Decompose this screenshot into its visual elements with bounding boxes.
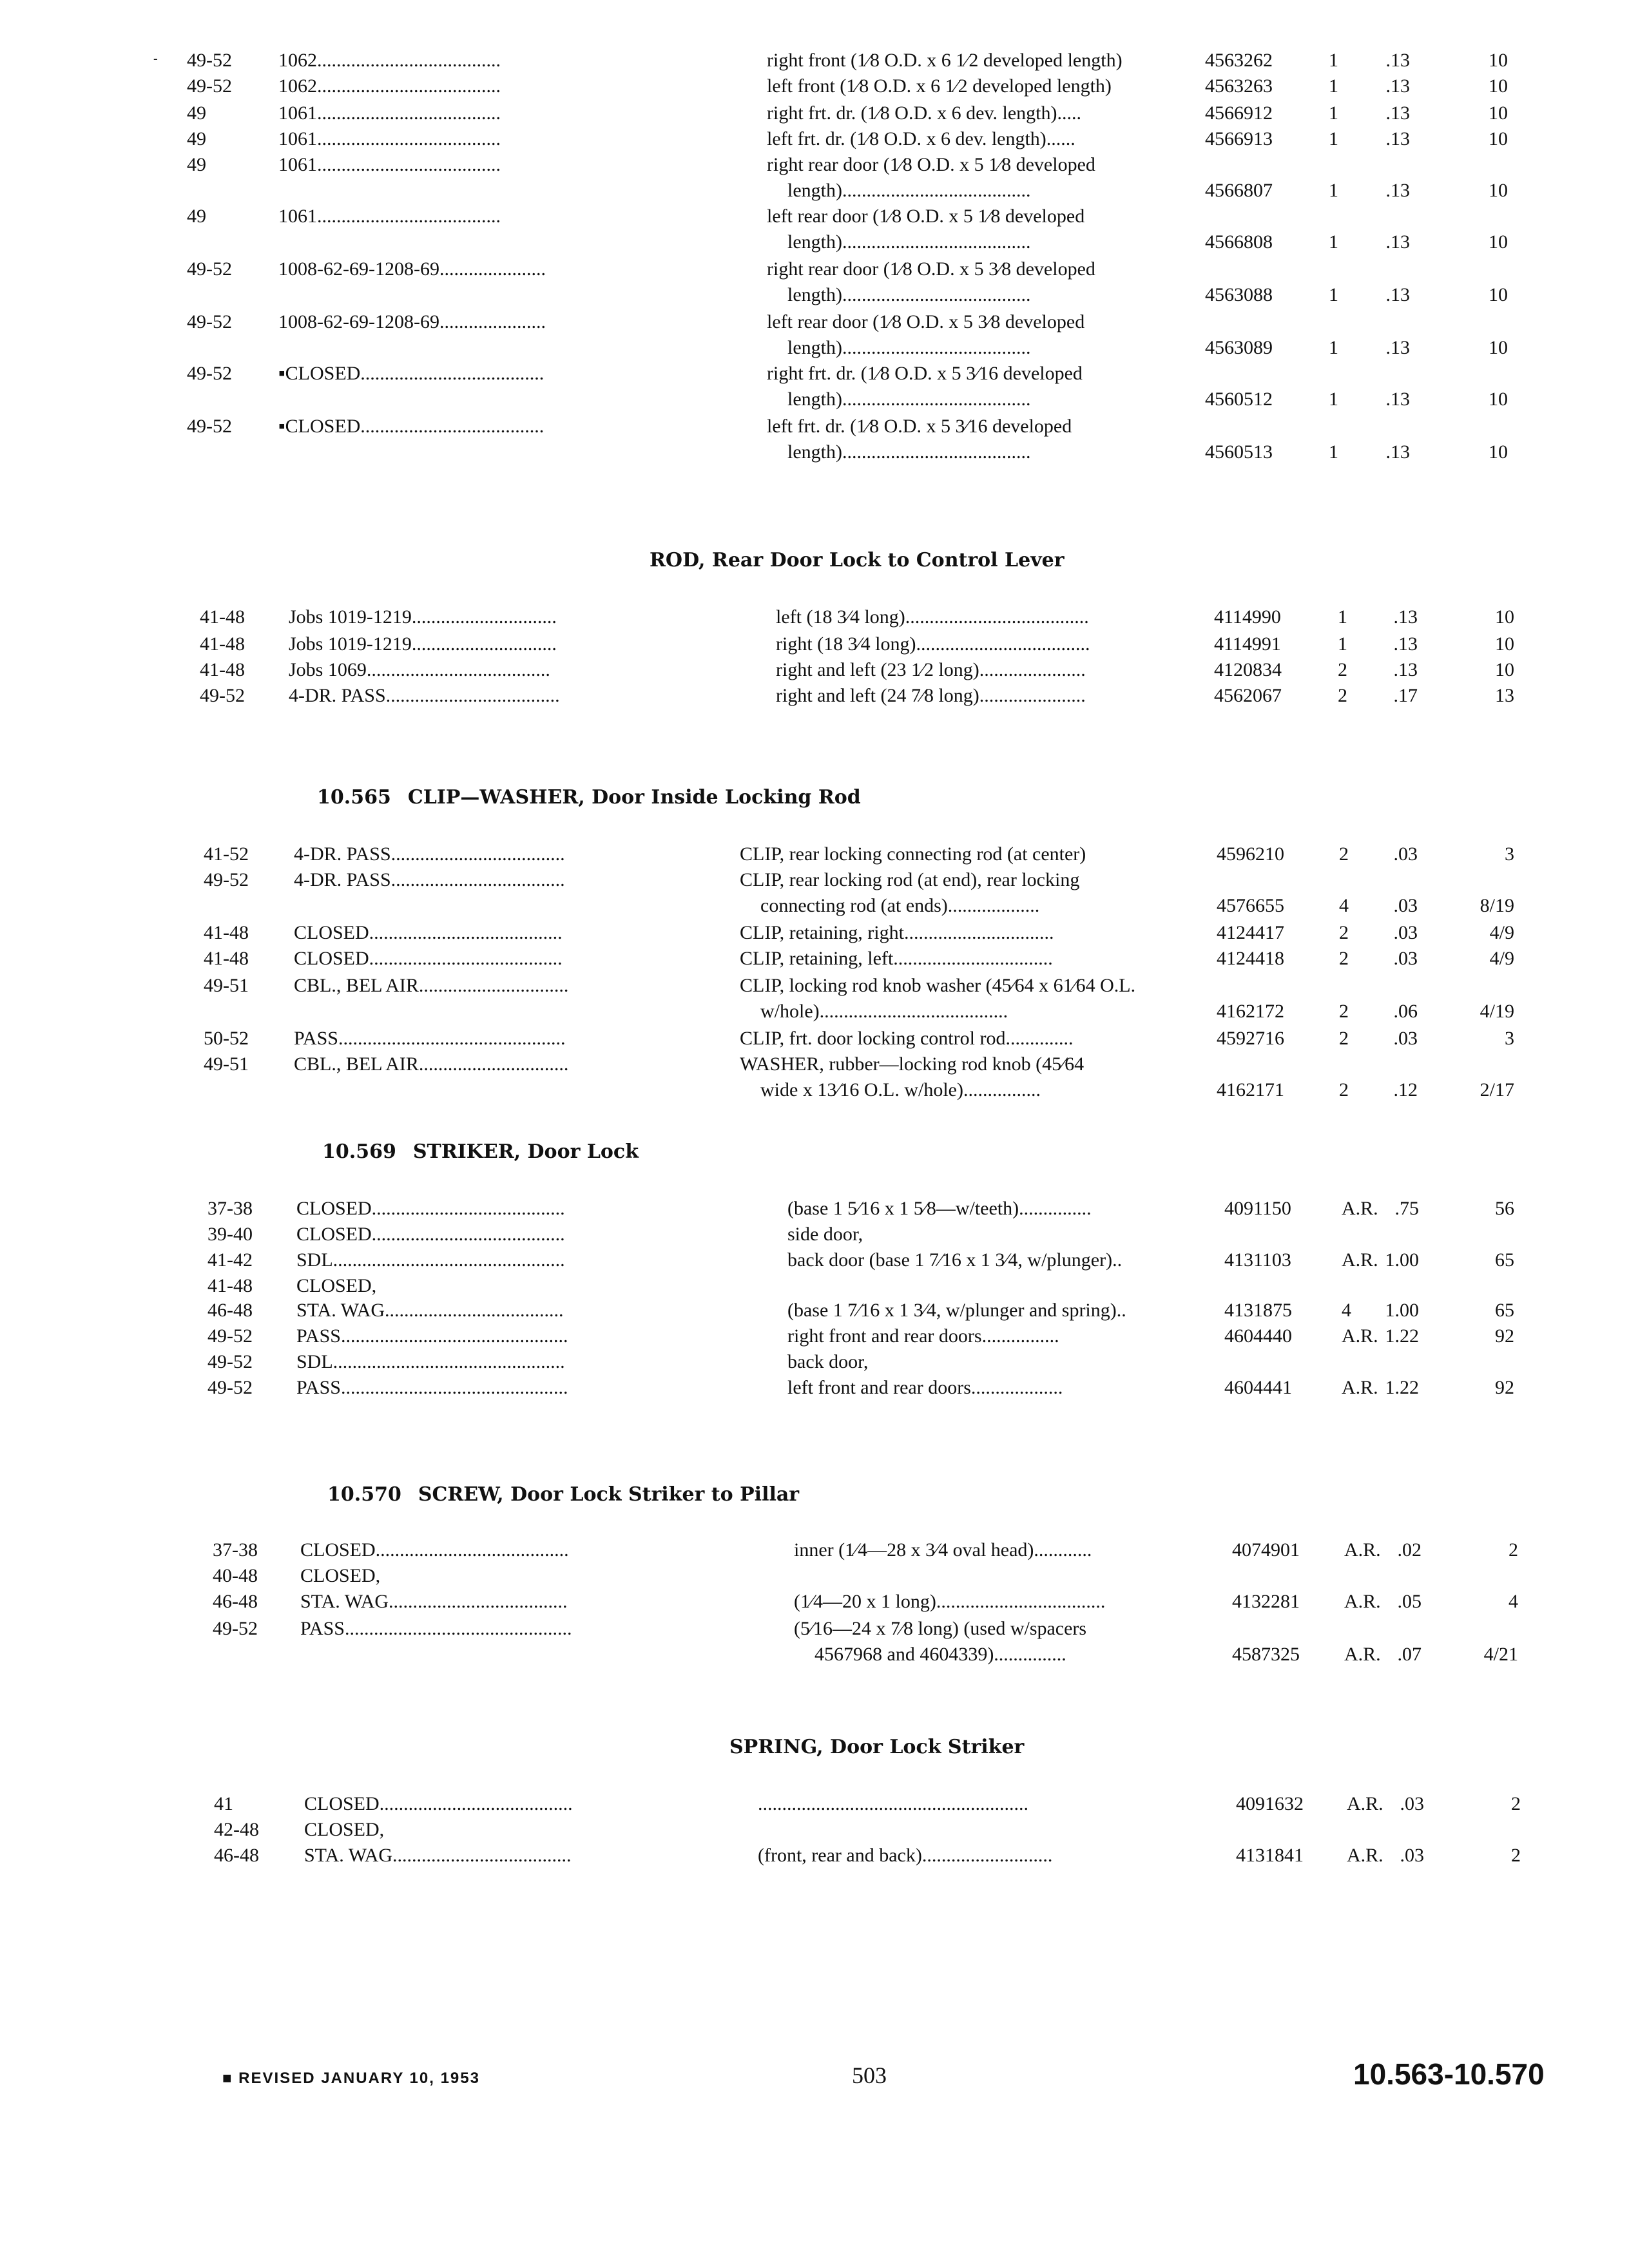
list-price: .75 bbox=[1394, 1198, 1419, 1219]
part-description: right frt. dr. (1⁄8 O.D. x 6 dev. length)..... bbox=[767, 102, 1081, 124]
body-model: CLOSED........................................ bbox=[304, 1793, 573, 1814]
quantity: 4 bbox=[1342, 1300, 1351, 1321]
quantity: A.R. bbox=[1344, 1644, 1381, 1665]
section-heading bbox=[317, 785, 861, 811]
section-title: SCREW, Door Lock Striker to Pillar bbox=[418, 1483, 800, 1506]
margin-mark: - bbox=[153, 52, 158, 66]
list-price: .13 bbox=[1393, 633, 1418, 655]
part-description: inner (1⁄4—28 x 3⁄4 oval head)............ bbox=[794, 1539, 1092, 1561]
weight: 2 bbox=[1509, 1539, 1518, 1561]
part-description: right and left (24 7⁄8 long)...................... bbox=[776, 685, 1086, 706]
part-number: 4091150 bbox=[1224, 1198, 1291, 1219]
part-description-line2: w/hole)....................................... bbox=[760, 1001, 1008, 1022]
body-model: CLOSED, bbox=[300, 1565, 381, 1586]
part-number: 4114991 bbox=[1214, 633, 1281, 655]
model-years: 41-48 bbox=[200, 633, 245, 655]
weight: 13 bbox=[1495, 685, 1514, 706]
body-model: CLOSED........................................ bbox=[300, 1539, 569, 1561]
part-number: 4592716 bbox=[1217, 1028, 1284, 1049]
weight: 56 bbox=[1495, 1198, 1514, 1219]
part-number: 4566807 bbox=[1205, 180, 1273, 201]
part-description: back door (base 1 7⁄16 x 1 3⁄4, w/plunger).. bbox=[787, 1249, 1123, 1271]
model-years: 41 bbox=[214, 1793, 233, 1814]
part-number: 4131875 bbox=[1224, 1300, 1292, 1321]
part-description: (base 1 7⁄16 x 1 3⁄4, w/plunger and spring).. bbox=[787, 1300, 1126, 1321]
part-description: CLIP, rear locking rod (at end), rear locking bbox=[740, 869, 1080, 890]
weight: 10 bbox=[1495, 659, 1514, 680]
model-years: 41-42 bbox=[207, 1249, 253, 1271]
part-description: side door, bbox=[787, 1224, 863, 1245]
quantity: A.R. bbox=[1342, 1377, 1378, 1398]
list-price: .12 bbox=[1393, 1079, 1418, 1100]
weight: 10 bbox=[1489, 180, 1508, 201]
part-number: 4604440 bbox=[1224, 1325, 1292, 1347]
model-years: 41-52 bbox=[204, 843, 249, 865]
part-number: 4091632 bbox=[1236, 1793, 1304, 1814]
weight: 3 bbox=[1505, 843, 1514, 865]
part-description-line2: length)....................................... bbox=[787, 389, 1031, 410]
part-number: 4566913 bbox=[1205, 128, 1273, 149]
part-description: CLIP, frt. door locking control rod.............. bbox=[740, 1028, 1074, 1049]
weight: 10 bbox=[1495, 633, 1514, 655]
section-title: CLIP—WASHER, Door Inside Locking Rod bbox=[407, 786, 861, 809]
model-years: 49-52 bbox=[207, 1351, 253, 1372]
quantity: 1 bbox=[1329, 389, 1338, 410]
quantity: 1 bbox=[1329, 75, 1338, 97]
model-years: 49-52 bbox=[187, 50, 232, 71]
part-description: ........................................................ bbox=[758, 1793, 1028, 1814]
list-price: .03 bbox=[1400, 1793, 1424, 1814]
part-number: 4074901 bbox=[1232, 1539, 1300, 1561]
model-years: 41-48 bbox=[204, 922, 249, 943]
part-description: right frt. dr. (1⁄8 O.D. x 5 3⁄16 developed bbox=[767, 363, 1083, 384]
list-price: .03 bbox=[1393, 895, 1418, 916]
part-description: right rear door (1⁄8 O.D. x 5 3⁄8 developed bbox=[767, 258, 1095, 280]
part-description: left frt. dr. (1⁄8 O.D. x 5 3⁄16 developed bbox=[767, 416, 1072, 437]
list-price: .13 bbox=[1385, 180, 1410, 201]
part-number: 4131841 bbox=[1236, 1845, 1304, 1866]
part-description: left front (1⁄8 O.D. x 6 1⁄2 developed length) bbox=[767, 75, 1112, 97]
model-years: 49-52 bbox=[213, 1618, 258, 1639]
list-price: .13 bbox=[1385, 337, 1410, 358]
body-model: 1061...................................... bbox=[278, 128, 501, 149]
section-title: ROD, Rear Door Lock to Control Lever bbox=[650, 549, 1065, 572]
model-years: 41-48 bbox=[207, 1275, 253, 1296]
weight: 92 bbox=[1495, 1325, 1514, 1347]
part-description-line2: length)....................................... bbox=[787, 284, 1031, 305]
quantity: 2 bbox=[1339, 922, 1349, 943]
quantity: 1 bbox=[1338, 633, 1347, 655]
body-model: 1061...................................... bbox=[278, 206, 501, 227]
quantity: 1 bbox=[1338, 606, 1347, 628]
quantity: 1 bbox=[1329, 102, 1338, 124]
model-years: 49-51 bbox=[204, 975, 249, 996]
part-description: (base 1 5⁄16 x 1 5⁄8—w/teeth)............... bbox=[787, 1198, 1092, 1219]
part-number: 4596210 bbox=[1217, 843, 1284, 865]
body-model: Jobs 1019-1219.............................. bbox=[289, 606, 557, 628]
model-years: 37-38 bbox=[207, 1198, 253, 1219]
body-model: 4-DR. PASS.................................... bbox=[294, 869, 565, 890]
part-number: 4560512 bbox=[1205, 389, 1273, 410]
body-model: 1062...................................... bbox=[278, 50, 501, 71]
model-years: 50-52 bbox=[204, 1028, 249, 1049]
part-description: (front, rear and back)........................... bbox=[758, 1845, 1053, 1866]
weight: 10 bbox=[1489, 102, 1508, 124]
quantity: 2 bbox=[1339, 1079, 1349, 1100]
quantity: 2 bbox=[1339, 843, 1349, 865]
model-years: 49-52 bbox=[207, 1377, 253, 1398]
list-price: 1.00 bbox=[1385, 1300, 1419, 1321]
list-price: .13 bbox=[1385, 284, 1410, 305]
quantity: 1 bbox=[1329, 50, 1338, 71]
weight: 10 bbox=[1489, 50, 1508, 71]
list-price: .02 bbox=[1397, 1539, 1422, 1561]
list-price: .13 bbox=[1393, 659, 1418, 680]
quantity: 1 bbox=[1329, 231, 1338, 253]
part-description-line2: 4567968 and 4604339)............... bbox=[815, 1644, 1066, 1665]
model-years: 49-52 bbox=[187, 363, 232, 384]
part-description: left rear door (1⁄8 O.D. x 5 1⁄8 developed bbox=[767, 206, 1085, 227]
part-number: 4566808 bbox=[1205, 231, 1273, 253]
body-model: 4-DR. PASS.................................... bbox=[289, 685, 560, 706]
weight: 10 bbox=[1495, 606, 1514, 628]
part-description: right rear door (1⁄8 O.D. x 5 1⁄8 developed bbox=[767, 154, 1095, 175]
part-number: 4562067 bbox=[1214, 685, 1282, 706]
weight: 10 bbox=[1489, 231, 1508, 253]
weight: 10 bbox=[1489, 337, 1508, 358]
revised-note: ■ REVISED JANUARY 10, 1953 bbox=[222, 2070, 480, 2087]
section-heading bbox=[729, 1735, 1024, 1760]
quantity: 2 bbox=[1338, 659, 1347, 680]
part-description: WASHER, rubber—locking rod knob (45⁄64 bbox=[740, 1053, 1084, 1075]
quantity: 1 bbox=[1329, 284, 1338, 305]
body-model: STA. WAG..................................... bbox=[304, 1845, 572, 1866]
part-description: CLIP, retaining, left................................. bbox=[740, 948, 1053, 969]
model-years: 41-48 bbox=[204, 948, 249, 969]
part-number: 4124418 bbox=[1217, 948, 1284, 969]
weight: 4/9 bbox=[1489, 948, 1514, 969]
model-years: 49-52 bbox=[187, 75, 232, 97]
section-title: STRIKER, Door Lock bbox=[412, 1140, 639, 1163]
weight: 3 bbox=[1505, 1028, 1514, 1049]
body-model: 4-DR. PASS.................................... bbox=[294, 843, 565, 865]
part-description-line2: length)....................................... bbox=[787, 441, 1031, 463]
list-price: .07 bbox=[1397, 1644, 1422, 1665]
list-price: .13 bbox=[1385, 389, 1410, 410]
list-price: .03 bbox=[1393, 922, 1418, 943]
list-price: .03 bbox=[1393, 1028, 1418, 1049]
part-number: 4604441 bbox=[1224, 1377, 1292, 1398]
list-price: 1.00 bbox=[1385, 1249, 1419, 1271]
weight: 2 bbox=[1511, 1793, 1521, 1814]
model-years: 39-40 bbox=[207, 1224, 253, 1245]
page-number: 503 bbox=[852, 2062, 887, 2088]
model-years: 40-48 bbox=[213, 1565, 258, 1586]
list-price: .03 bbox=[1393, 843, 1418, 865]
part-description: right front (1⁄8 O.D. x 6 1⁄2 developed length) bbox=[767, 50, 1123, 71]
body-model: 1061...................................... bbox=[278, 154, 501, 175]
weight: 65 bbox=[1495, 1300, 1514, 1321]
body-model: CBL., BEL AIR............................... bbox=[294, 1053, 569, 1075]
model-years: 41-48 bbox=[200, 659, 245, 680]
part-number: 4576655 bbox=[1217, 895, 1284, 916]
body-model: PASS............................................... bbox=[294, 1028, 566, 1049]
model-years: 49 bbox=[187, 102, 206, 124]
part-number: 4563263 bbox=[1205, 75, 1273, 97]
body-model: CLOSED, bbox=[296, 1275, 377, 1296]
part-number: 4162172 bbox=[1217, 1001, 1284, 1022]
section-range: 10.563-10.570 bbox=[1353, 2057, 1545, 2091]
weight: 10 bbox=[1489, 389, 1508, 410]
body-model: ▪CLOSED...................................... bbox=[278, 363, 545, 384]
part-description-line2: length)....................................... bbox=[787, 180, 1031, 201]
list-price: .13 bbox=[1385, 75, 1410, 97]
body-model: 1008-62-69-1208-69...................... bbox=[278, 258, 546, 280]
quantity: A.R. bbox=[1342, 1249, 1378, 1271]
part-number: 4587325 bbox=[1232, 1644, 1300, 1665]
quantity: 1 bbox=[1329, 441, 1338, 463]
body-model: CBL., BEL AIR............................... bbox=[294, 975, 569, 996]
quantity: A.R. bbox=[1347, 1793, 1383, 1814]
quantity: A.R. bbox=[1342, 1325, 1378, 1347]
section-title: SPRING, Door Lock Striker bbox=[729, 1736, 1025, 1758]
body-model: PASS............................................... bbox=[296, 1377, 568, 1398]
part-number: 4566912 bbox=[1205, 102, 1273, 124]
part-description-line2: length)....................................... bbox=[787, 231, 1031, 253]
body-model: CLOSED........................................ bbox=[296, 1198, 565, 1219]
part-description: left (18 3⁄4 long)...................................... bbox=[776, 606, 1089, 628]
list-price: .13 bbox=[1385, 441, 1410, 463]
list-price: 1.22 bbox=[1385, 1377, 1419, 1398]
part-description: left rear door (1⁄8 O.D. x 5 3⁄8 developed bbox=[767, 311, 1085, 332]
quantity: 1 bbox=[1329, 128, 1338, 149]
list-price: .03 bbox=[1393, 948, 1418, 969]
body-model: PASS............................................... bbox=[296, 1325, 568, 1347]
part-number: 4114990 bbox=[1214, 606, 1281, 628]
body-model: STA. WAG..................................... bbox=[300, 1591, 568, 1612]
model-years: 42-48 bbox=[214, 1819, 259, 1840]
body-model: 1062...................................... bbox=[278, 75, 501, 97]
body-model: Jobs 1019-1219.............................. bbox=[289, 633, 557, 655]
body-model: Jobs 1069...................................... bbox=[289, 659, 550, 680]
weight: 4/19 bbox=[1480, 1001, 1514, 1022]
model-years: 49 bbox=[187, 154, 206, 175]
weight: 10 bbox=[1489, 284, 1508, 305]
model-years: 49-52 bbox=[200, 685, 245, 706]
part-number: 4120834 bbox=[1214, 659, 1282, 680]
section-heading bbox=[650, 548, 1065, 573]
list-price: .06 bbox=[1393, 1001, 1418, 1022]
quantity: 2 bbox=[1338, 685, 1347, 706]
weight: 2/17 bbox=[1480, 1079, 1514, 1100]
body-model: CLOSED........................................ bbox=[296, 1224, 565, 1245]
part-description-line2: length)....................................... bbox=[787, 337, 1031, 358]
list-price: .13 bbox=[1385, 128, 1410, 149]
part-description: CLIP, rear locking connecting rod (at center) bbox=[740, 843, 1086, 865]
body-model: PASS............................................... bbox=[300, 1618, 572, 1639]
part-description-line2: connecting rod (at ends)................... bbox=[760, 895, 1040, 916]
weight: 4/21 bbox=[1483, 1644, 1518, 1665]
body-model: 1008-62-69-1208-69...................... bbox=[278, 311, 546, 332]
list-price: .17 bbox=[1393, 685, 1418, 706]
body-model: SDL................................................ bbox=[296, 1351, 565, 1372]
quantity: A.R. bbox=[1344, 1539, 1381, 1561]
model-years: 46-48 bbox=[213, 1591, 258, 1612]
weight: 92 bbox=[1495, 1377, 1514, 1398]
model-years: 46-48 bbox=[214, 1845, 259, 1866]
section-heading bbox=[322, 1139, 639, 1165]
body-model: CLOSED........................................ bbox=[294, 948, 563, 969]
list-price: .03 bbox=[1400, 1845, 1424, 1866]
list-price: .13 bbox=[1385, 50, 1410, 71]
model-years: 37-38 bbox=[213, 1539, 258, 1561]
part-description: right front and rear doors................ bbox=[787, 1325, 1059, 1347]
body-model: 1061...................................... bbox=[278, 102, 501, 124]
part-description: left frt. dr. (1⁄8 O.D. x 6 dev. length)...... bbox=[767, 128, 1075, 149]
quantity: A.R. bbox=[1344, 1591, 1381, 1612]
part-number: 4563088 bbox=[1205, 284, 1273, 305]
quantity: 2 bbox=[1339, 948, 1349, 969]
part-description-line2: wide x 13⁄16 O.L. w/hole)................ bbox=[760, 1079, 1041, 1100]
body-model: CLOSED........................................ bbox=[294, 922, 563, 943]
model-years: 41-48 bbox=[200, 606, 245, 628]
weight: 2 bbox=[1511, 1845, 1521, 1866]
part-description: (5⁄16—24 x 7⁄8 long) (used w/spacers bbox=[794, 1618, 1087, 1639]
part-number: 4132281 bbox=[1232, 1591, 1300, 1612]
quantity: 4 bbox=[1339, 895, 1349, 916]
quantity: 1 bbox=[1329, 180, 1338, 201]
body-model: STA. WAG..................................... bbox=[296, 1300, 564, 1321]
part-number: 4162171 bbox=[1217, 1079, 1284, 1100]
model-years: 49-52 bbox=[187, 258, 232, 280]
section-number: 10.565 bbox=[317, 786, 391, 809]
part-number: 4124417 bbox=[1217, 922, 1284, 943]
model-years: 49 bbox=[187, 206, 206, 227]
list-price: .13 bbox=[1385, 231, 1410, 253]
list-price: .13 bbox=[1385, 102, 1410, 124]
part-number: 4131103 bbox=[1224, 1249, 1291, 1271]
model-years: 49-52 bbox=[207, 1325, 253, 1347]
part-description: left front and rear doors................... bbox=[787, 1377, 1063, 1398]
model-years: 49-52 bbox=[204, 869, 249, 890]
part-description: right (18 3⁄4 long).................................... bbox=[776, 633, 1090, 655]
weight: 4/9 bbox=[1489, 922, 1514, 943]
model-years: 46-48 bbox=[207, 1300, 253, 1321]
list-price: .13 bbox=[1393, 606, 1418, 628]
body-model: ▪CLOSED...................................... bbox=[278, 416, 545, 437]
list-price: 1.22 bbox=[1385, 1325, 1419, 1347]
quantity: A.R. bbox=[1342, 1198, 1378, 1219]
body-model: CLOSED, bbox=[304, 1819, 385, 1840]
section-number: 10.569 bbox=[322, 1140, 396, 1163]
quantity: A.R. bbox=[1347, 1845, 1383, 1866]
part-number: 4563262 bbox=[1205, 50, 1273, 71]
model-years: 49-51 bbox=[204, 1053, 249, 1075]
model-years: 49-52 bbox=[187, 416, 232, 437]
section-heading bbox=[327, 1482, 799, 1508]
part-number: 4563089 bbox=[1205, 337, 1273, 358]
weight: 10 bbox=[1489, 128, 1508, 149]
part-description: CLIP, retaining, right............................... bbox=[740, 922, 1054, 943]
weight: 10 bbox=[1489, 441, 1508, 463]
quantity: 1 bbox=[1329, 337, 1338, 358]
section-number: 10.570 bbox=[327, 1483, 401, 1506]
quantity: 2 bbox=[1339, 1028, 1349, 1049]
weight: 4 bbox=[1509, 1591, 1518, 1612]
list-price: .05 bbox=[1397, 1591, 1422, 1612]
part-description: back door, bbox=[787, 1351, 869, 1372]
weight: 8/19 bbox=[1480, 895, 1514, 916]
model-years: 49 bbox=[187, 128, 206, 149]
part-description: CLIP, locking rod knob washer (45⁄64 x 61⁄64 O.L. bbox=[740, 975, 1136, 996]
part-number: 4560513 bbox=[1205, 441, 1273, 463]
quantity: 2 bbox=[1339, 1001, 1349, 1022]
part-description: (1⁄4—20 x 1 long)................................... bbox=[794, 1591, 1106, 1612]
weight: 10 bbox=[1489, 75, 1508, 97]
model-years: 49-52 bbox=[187, 311, 232, 332]
part-description: right and left (23 1⁄2 long)...................... bbox=[776, 659, 1086, 680]
weight: 65 bbox=[1495, 1249, 1514, 1271]
body-model: SDL................................................ bbox=[296, 1249, 565, 1271]
